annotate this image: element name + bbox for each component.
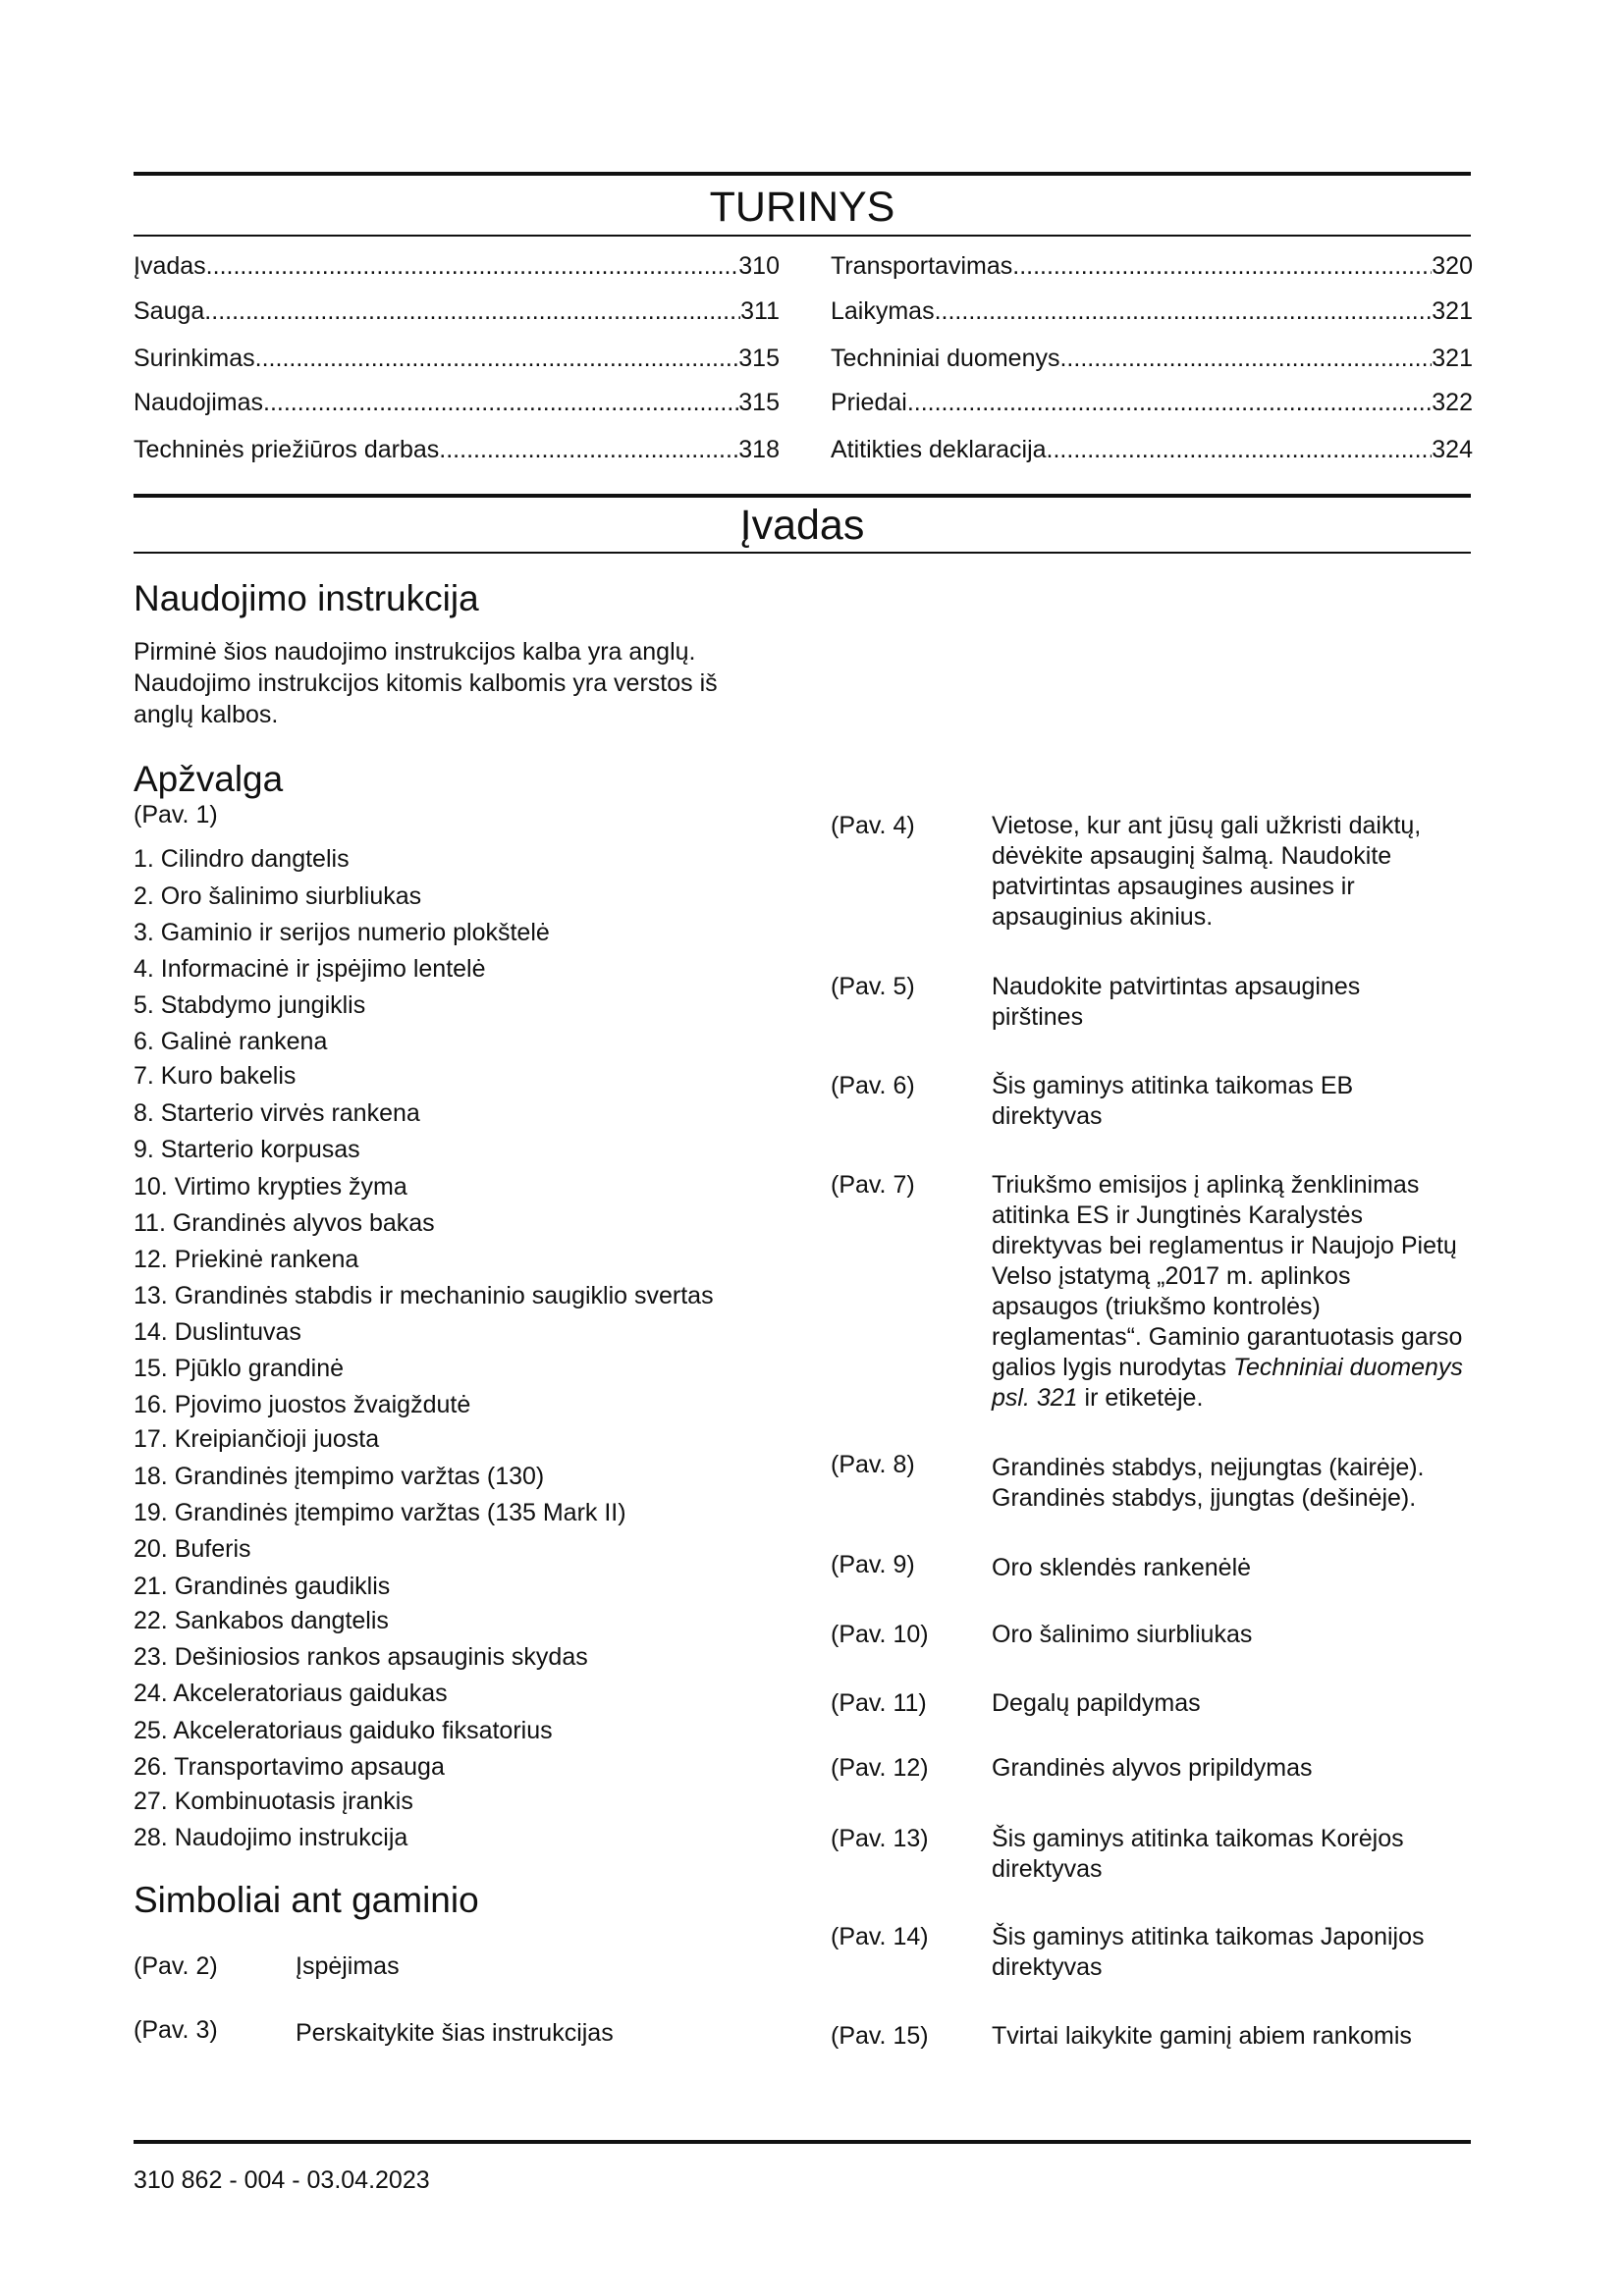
overview-item: 27. Kombinuotasis įrankis	[134, 1788, 413, 1815]
footer-rule	[134, 2140, 1471, 2144]
manual-text: Pirminė šios naudojimo instrukcijos kalba yra anglų. Naudojimo instrukcijos kitomis kalbomis yra verstos iš anglų kalbos.	[134, 638, 718, 728]
toc-entry-atitikties-deklaracija[interactable]: Atitikties deklaracija ..... 324	[831, 435, 1473, 464]
symbol-ref: (Pav. 5)	[831, 973, 915, 1000]
overview-item: 18. Grandinės įtempimo varžtas (130)	[134, 1463, 545, 1490]
footer-doc-id: 310 862 - 004 - 03.04.2023	[134, 2166, 430, 2194]
symbol-desc: Triukšmo emisijos į aplinką ženklinimas atitinka ES ir Jungtinės Karalystės direktyvas bei reglamentus ir Naujojo Pietų Velso įstatymą „2017 m. aplinkos apsaugos (triukšmo kontrolės) reglamentas“. Gaminio garantuotasis garso galios lygis nurodytas Techniniai duomenys psl. 321 ir etiketėje.	[992, 1171, 1463, 1412]
overview-item: 11. Grandinės alyvos bakas	[134, 1209, 435, 1237]
overview-item: 3. Gaminio ir serijos numerio plokštelė	[134, 919, 550, 946]
overview-item: 21. Grandinės gaudiklis	[134, 1573, 391, 1600]
overview-item: 20. Buferis	[134, 1535, 251, 1563]
overview-item: 24. Akceleratoriaus gaidukas	[134, 1680, 448, 1707]
toc-entry-sauga[interactable]: Sauga ..... 311	[134, 296, 780, 326]
overview-item: 2. Oro šalinimo siurbliukas	[134, 882, 422, 910]
overview-item: 14. Duslintuvas	[134, 1318, 301, 1346]
symbol-ref: (Pav. 3)	[134, 2016, 218, 2044]
symbol-desc: Įspėjimas	[296, 1952, 400, 1980]
symbol-desc: Grandinės alyvos pripildymas	[992, 1754, 1313, 1782]
toc-bottom-rule	[134, 235, 1471, 237]
toc-entry-priedai[interactable]: Priedai ..... 322	[831, 388, 1473, 417]
symbol-desc: Vietose, kur ant jūsų gali užkristi daiktų, dėvėkite apsauginį šalmą. Naudokite patvirtintas apsaugines ausines ir apsauginius akinius.	[992, 812, 1422, 931]
symbol-desc: Grandinės stabdys, neįjungtas (kairėje). Grandinės stabdys, įjungtas (dešinėje).	[992, 1454, 1425, 1512]
symbol-desc: Šis gaminys atitinka taikomas Korėjos direktyvas	[992, 1825, 1404, 1883]
overview-item: 9. Starterio korpusas	[134, 1136, 360, 1163]
overview-item: 19. Grandinės įtempimo varžtas (135 Mark II)	[134, 1499, 626, 1526]
toc-title: TURINYS	[709, 184, 895, 231]
overview-heading: Apžvalga	[134, 759, 284, 799]
overview-item: 1. Cilindro dangtelis	[134, 845, 350, 873]
symbol-ref: (Pav. 12)	[831, 1754, 929, 1782]
symbol-desc: Oro šalinimo siurbliukas	[992, 1621, 1253, 1648]
symbol-ref: (Pav. 6)	[831, 1072, 915, 1099]
symbols-heading: Simboliai ant gaminio	[134, 1880, 479, 1920]
overview-item: 22. Sankabos dangtelis	[134, 1607, 389, 1634]
section-bottom-rule	[134, 552, 1471, 554]
toc-entry-laikymas[interactable]: Laikymas ..... 321	[831, 296, 1473, 326]
symbol-desc: Degalų papildymas	[992, 1689, 1201, 1717]
section-title: Įvadas	[739, 502, 865, 549]
symbol-desc: Tvirtai laikykite gaminį abiem rankomis	[992, 2022, 1412, 2050]
overview-item: 26. Transportavimo apsauga	[134, 1753, 445, 1781]
toc-top-rule	[134, 172, 1471, 176]
section-top-rule	[134, 494, 1471, 498]
overview-item: 15. Pjūklo grandinė	[134, 1355, 345, 1382]
overview-item: 17. Kreipiančioji juosta	[134, 1425, 380, 1453]
toc-entry-naudojimas[interactable]: Naudojimas ..... 315	[134, 388, 780, 417]
toc-entry-techniniai-duomenys[interactable]: Techniniai duomenys ..... 321	[831, 344, 1473, 373]
symbol-ref: (Pav. 15)	[831, 2022, 929, 2050]
symbol-ref: (Pav. 8)	[831, 1451, 915, 1478]
toc-entry-prieziura[interactable]: Techninės priežiūros darbas ..... 318	[134, 435, 780, 464]
symbol-ref: (Pav. 2)	[134, 1952, 218, 1980]
overview-item: 5. Stabdymo jungiklis	[134, 991, 366, 1019]
symbol-ref: (Pav. 9)	[831, 1551, 915, 1578]
technical-data-link[interactable]: Techniniai duomenys psl. 321	[992, 1354, 1463, 1412]
toc-entry-surinkimas[interactable]: Surinkimas ..... 315	[134, 344, 780, 373]
symbol-desc: Šis gaminys atitinka taikomas Japonijos direktyvas	[992, 1923, 1425, 1981]
manual-heading: Naudojimo instrukcija	[134, 578, 479, 618]
symbol-desc: Perskaitykite šias instrukcijas	[296, 2019, 614, 2047]
toc-entry-transportavimas[interactable]: Transportavimas ..... 320	[831, 251, 1473, 281]
symbol-ref: (Pav. 4)	[831, 812, 915, 839]
symbol-ref: (Pav. 10)	[831, 1621, 929, 1648]
overview-item: 8. Starterio virvės rankena	[134, 1099, 420, 1127]
overview-item: 4. Informacinė ir įspėjimo lentelė	[134, 955, 486, 983]
overview-item: 23. Dešiniosios rankos apsauginis skydas	[134, 1643, 588, 1671]
overview-item: 16. Pjovimo juostos žvaigždutė	[134, 1391, 471, 1418]
symbol-desc: Naudokite patvirtintas apsaugines pirštines	[992, 973, 1361, 1031]
overview-item: 25. Akceleratoriaus gaiduko fiksatorius	[134, 1717, 553, 1744]
overview-figure-ref: (Pav. 1)	[134, 801, 218, 828]
toc-entry-ivadas[interactable]: Įvadas ..... 310	[134, 251, 780, 281]
overview-item: 6. Galinė rankena	[134, 1028, 328, 1055]
symbol-ref: (Pav. 7)	[831, 1171, 915, 1199]
symbol-desc: Oro sklendės rankenėlė	[992, 1554, 1252, 1581]
symbol-desc: Šis gaminys atitinka taikomas EB direktyvas	[992, 1072, 1354, 1130]
symbol-ref: (Pav. 13)	[831, 1825, 929, 1852]
overview-item: 7. Kuro bakelis	[134, 1062, 297, 1090]
symbol-ref: (Pav. 14)	[831, 1923, 929, 1950]
overview-item: 12. Priekinė rankena	[134, 1246, 359, 1273]
overview-item: 10. Virtimo krypties žyma	[134, 1173, 407, 1201]
overview-item: 28. Naudojimo instrukcija	[134, 1824, 408, 1851]
overview-item: 13. Grandinės stabdis ir mechaninio saugiklio svertas	[134, 1282, 714, 1309]
symbol-ref: (Pav. 11)	[831, 1689, 927, 1717]
